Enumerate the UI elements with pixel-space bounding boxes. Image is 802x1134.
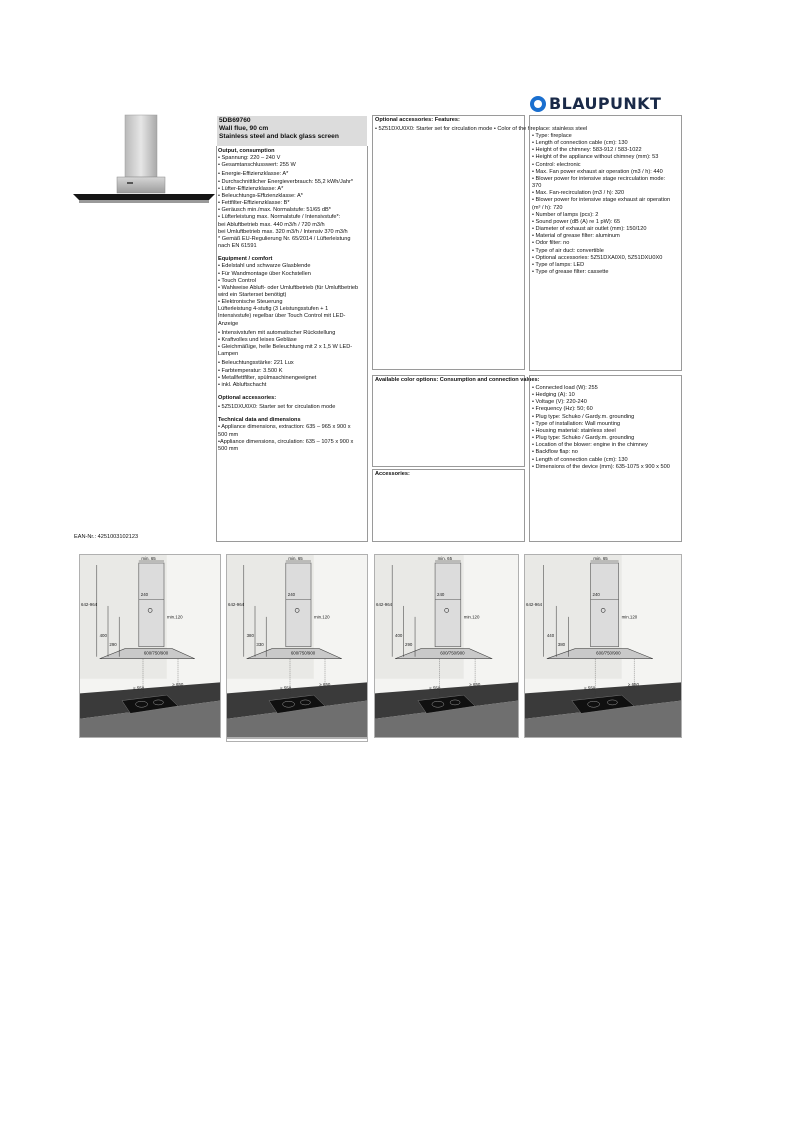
output-item: • Gesamtanschlusswert: 255 W — [218, 162, 296, 169]
output-item: * Gemäß EU-Regulierung Nr. 65/2014 / Lüfterleistung — [218, 235, 351, 242]
output-item: • Spannung: 220 – 240 V — [218, 155, 281, 162]
dimension-label-bottom2: ≥ 650 — [172, 682, 184, 688]
equipment-item: Anzeige — [218, 320, 239, 327]
feature-item: • Height of the appliance without chimney (mm): 53 — [532, 154, 659, 161]
technical-item: 500 mm — [218, 431, 239, 438]
diagram-drawing — [227, 555, 367, 737]
connection-item: • Length of connection cable (cm): 130 — [532, 456, 628, 463]
equipment-item: Lüfterleistung 4-stufig (3 Leistungsstufen + 1 — [218, 306, 329, 313]
equipment-heading: Equipment / comfort — [218, 256, 273, 263]
dimension-label-top: min. 65 — [437, 556, 453, 561]
output-item: • Lüfterleistung max. Normalstufe / Intensivstufe*: — [218, 214, 341, 221]
technical-item: • Appliance dimensions, extraction: 635 – 965 x 900 x — [218, 424, 351, 431]
connection-item: • Housing material: stainless steel — [532, 427, 616, 434]
output-item: • Durchschnittlicher Energieverbrauch: 55,2 kWh/Jahr* — [218, 178, 354, 185]
feature-item: • Control: electronic — [532, 161, 581, 168]
chimney — [591, 563, 619, 647]
diagram-strip — [226, 738, 368, 742]
connection-item: • Plug type: Schuko / Gardy.m. grounding — [532, 435, 635, 442]
accessories-heading: Accessories: — [375, 471, 410, 477]
connection-item: • Backflow flap: no — [532, 449, 578, 456]
output-item: bei Abluftbetrieb max. 440 m3/h / 720 m3/h — [218, 221, 325, 228]
connection-item: • Frequency (Hz): 50; 60 — [532, 406, 593, 413]
dimension-label-mark: 240 — [140, 591, 149, 597]
dimension-label-width: 600/750/900 — [143, 650, 169, 656]
feature-item: • Number of lamps (pcs): 2 — [532, 211, 599, 218]
feature-item: • Type of lamps: LED — [532, 261, 585, 268]
equipment-item: • Gleichmäßige, helle Beleuchtung mit 2 x 1,5 W LED- — [218, 344, 353, 351]
product-model: 5DB69760 — [219, 117, 251, 124]
equipment-item: • Wahlweise Abluft- oder Umluftbetrieb (für Umluftbetrieb — [218, 284, 359, 291]
dimension-label-side: 642-964 — [376, 601, 393, 607]
dimension-label-inner2: 290 — [405, 642, 413, 647]
accessories-content — [375, 471, 410, 478]
dimension-label-right: min.120 — [167, 614, 183, 620]
dimension-label-mark: 240 — [287, 591, 296, 597]
brand-logo-icon — [530, 96, 546, 112]
chimney — [139, 563, 164, 647]
dimension-label-side: 642-964 — [526, 601, 543, 607]
color-options-heading: Available color options: Consumption and connection values: — [375, 377, 540, 383]
dimension-label-top: min. 65 — [593, 556, 608, 561]
equipment-item: • Metallfettfilter, spülmaschinengeeignet — [218, 374, 317, 381]
dimension-label-width: 600/750/900 — [596, 650, 621, 656]
range-hood-icon — [73, 114, 215, 206]
accessories-box — [372, 469, 525, 542]
feature-item: • Type of grease filter: cassette — [532, 268, 609, 275]
feature-item: • Type: fireplace — [532, 133, 572, 139]
product-title — [217, 116, 367, 146]
connection-item: • Voltage (V): 220-240 — [532, 399, 587, 406]
diagram-drawing — [80, 555, 220, 737]
output-item: • Lüfter-Effizienzklasse: A* — [218, 185, 284, 192]
equipment-item: • Edelstahl und schwarze Glasblende — [218, 263, 311, 270]
equipment-item: • inkl. Abluftschacht — [218, 381, 267, 388]
technical-item: •Appliance dimensions, circulation: 635 – 1075 x 900 x — [218, 438, 354, 445]
dimension-label-inner2: 330 — [256, 642, 264, 647]
equipment-item: Intensivstufe) regelbar über Touch Control mit LED- — [218, 313, 346, 320]
optional-features-line: • 5Z51DXU0X0: Starter set for circulation mode • Color of the fireplace: stainless steel — [375, 126, 588, 133]
equipment-item: • Für Wandmontage über Kochstellen — [218, 270, 311, 277]
feature-item: • Material of grease filter: aluminum — [532, 233, 620, 240]
diagram-drawing — [525, 555, 681, 737]
dimension-label-inner1: 400 — [395, 632, 403, 638]
dimension-label-bottom1: ≥ 550 — [280, 685, 292, 691]
dimension-label-bottom2: ≥ 650 — [319, 682, 331, 688]
spec-column-content — [218, 148, 368, 453]
equipment-item: • Elektronische Steuerung — [218, 299, 283, 306]
dimension-label-mark: 240 — [592, 591, 600, 597]
dimension-label-bottom2: ≥ 650 — [627, 682, 639, 688]
feature-item: • Blower power for intensive stage exhaust air operation — [532, 197, 671, 204]
product-subtitle-2: Stainless steel and black glass screen — [219, 133, 339, 141]
connection-item: • Plug type: Schuko / Gardy.m. grounding — [532, 413, 635, 420]
features-content — [532, 133, 682, 276]
dimension-label-inner2: 290 — [109, 642, 117, 647]
dimension-label-bottom2: ≥ 650 — [469, 682, 481, 688]
brand-logo — [530, 94, 670, 114]
connection-values-content — [532, 385, 682, 471]
feature-item: • Odor filter: no — [532, 240, 570, 247]
output-item: • Fettfilter-Effizienzklasse: B* — [218, 200, 290, 207]
equipment-item: • Farbtemperatur: 3.500 K — [218, 367, 283, 374]
feature-item: • Height of the chimney: 583-912 / 583-1022 — [532, 147, 642, 154]
output-item: • Energie-Effizienzklasse: A* — [218, 171, 289, 178]
optional-accessories-heading: Optional accessories: — [218, 395, 277, 401]
output-item: nach EN 61591 — [218, 243, 257, 250]
optional-accessories-item: • 5Z51DXU0X0: Starter set for circulation mode — [218, 404, 336, 411]
equipment-item: • Beleuchtungsstärke: 221 Lux — [218, 360, 294, 367]
dimension-label-bottom1: ≥ 550 — [133, 685, 145, 691]
connection-item: • Location of the blower: engine in the chimney — [532, 442, 648, 449]
product-image — [73, 114, 215, 206]
connection-item: • Hedging (A): 10 — [532, 392, 575, 399]
color-options-box — [372, 375, 525, 467]
output-item: bei Umluftbetrieb max. 320 m3/h / Intensiv 370 m3/h — [218, 228, 348, 235]
diagram-drawing — [375, 555, 518, 737]
chimney — [435, 563, 461, 647]
equipment-item: • Touch Control — [218, 277, 256, 284]
output-heading: Output, consumption — [218, 148, 275, 154]
feature-item: • Max. Fan power exhaust air operation (m3 / h): 440 — [532, 168, 663, 175]
feature-item: 370 — [532, 183, 542, 190]
feature-item: (m³ / h): 720 — [532, 204, 563, 211]
equipment-item: Lampen — [218, 351, 239, 358]
dimension-label-mark: 240 — [437, 591, 445, 597]
optional-features-box — [372, 115, 525, 370]
dimension-label-width: 600/750/900 — [290, 650, 316, 656]
feature-item: • Length of connection cable (cm): 130 — [532, 140, 628, 147]
connection-item: • Connected load (W): 255 — [532, 385, 598, 391]
dimension-label-bottom1: ≥ 550 — [584, 685, 596, 691]
output-item: • Beleuchtungs-Effizienzklasse: A* — [218, 192, 303, 199]
dimension-label-right: min.120 — [621, 614, 638, 620]
feature-item: • Blower power for intensive stage recirculation mode: — [532, 175, 666, 182]
connection-item: • Type of installation: Wall mounting — [532, 420, 621, 427]
dimension-label-inner1: 380 — [246, 632, 254, 638]
dimension-label-inner2: 380 — [557, 642, 566, 647]
feature-item: • Type of air duct: convertible — [532, 247, 604, 254]
color-options-content — [375, 377, 540, 384]
installation-diagram-3 — [374, 554, 519, 738]
dimension-label-inner1: 400 — [99, 632, 107, 638]
chimney — [286, 563, 311, 647]
dimension-label-right: min.120 — [314, 614, 330, 620]
installation-diagram-2 — [226, 554, 368, 738]
feature-item: • Optional accessories: 5Z51DXA0X0, 5Z51DXU0X0 — [532, 254, 663, 261]
dimension-label-side: 642-964 — [228, 601, 245, 607]
technical-item: 500 mm — [218, 445, 239, 452]
installation-diagram-4 — [524, 554, 682, 738]
optional-features-heading: Optional accessories: Features: — [375, 117, 460, 123]
dimension-label-inner1: 440 — [546, 632, 555, 638]
dimension-label-top: min. 65 — [288, 556, 303, 561]
equipment-item: • Intensivstufen mit automatischer Rückstellung — [218, 329, 336, 336]
feature-item: • Max. Fan-recirculation (m3 / h): 320 — [532, 190, 625, 197]
installation-diagram-1 — [79, 554, 221, 738]
output-item: • Geräusch min./max. Normalstufe: 51/65 dB* — [218, 207, 331, 214]
equipment-item: • Kraftvolles und leises Gebläse — [218, 336, 297, 343]
dimension-label-right: min.120 — [463, 614, 480, 620]
brand-name: BLAUPUNKT — [549, 93, 662, 113]
feature-item: • Sound power (dB (A) re 1 pW): 65 — [532, 218, 621, 225]
dimension-label-side: 642-964 — [81, 601, 98, 607]
ean-number: EAN-Nr.: 4251003102123 — [74, 534, 139, 540]
connection-item: • Dimensions of the device (mm): 635-1075 x 900 x 500 — [532, 463, 670, 470]
dimension-label-top: min. 65 — [141, 556, 156, 561]
feature-item: • Diameter of exhaust air outlet (mm): 150/120 — [532, 226, 647, 233]
dimension-label-width: 600/750/900 — [440, 650, 465, 656]
equipment-item: wird ein Starterset benötigt) — [218, 291, 287, 298]
product-subtitle-1: Wall flue, 90 cm — [219, 125, 269, 133]
technical-heading: Technical data and dimensions — [218, 417, 301, 424]
dimension-label-bottom1: ≥ 550 — [429, 685, 441, 691]
